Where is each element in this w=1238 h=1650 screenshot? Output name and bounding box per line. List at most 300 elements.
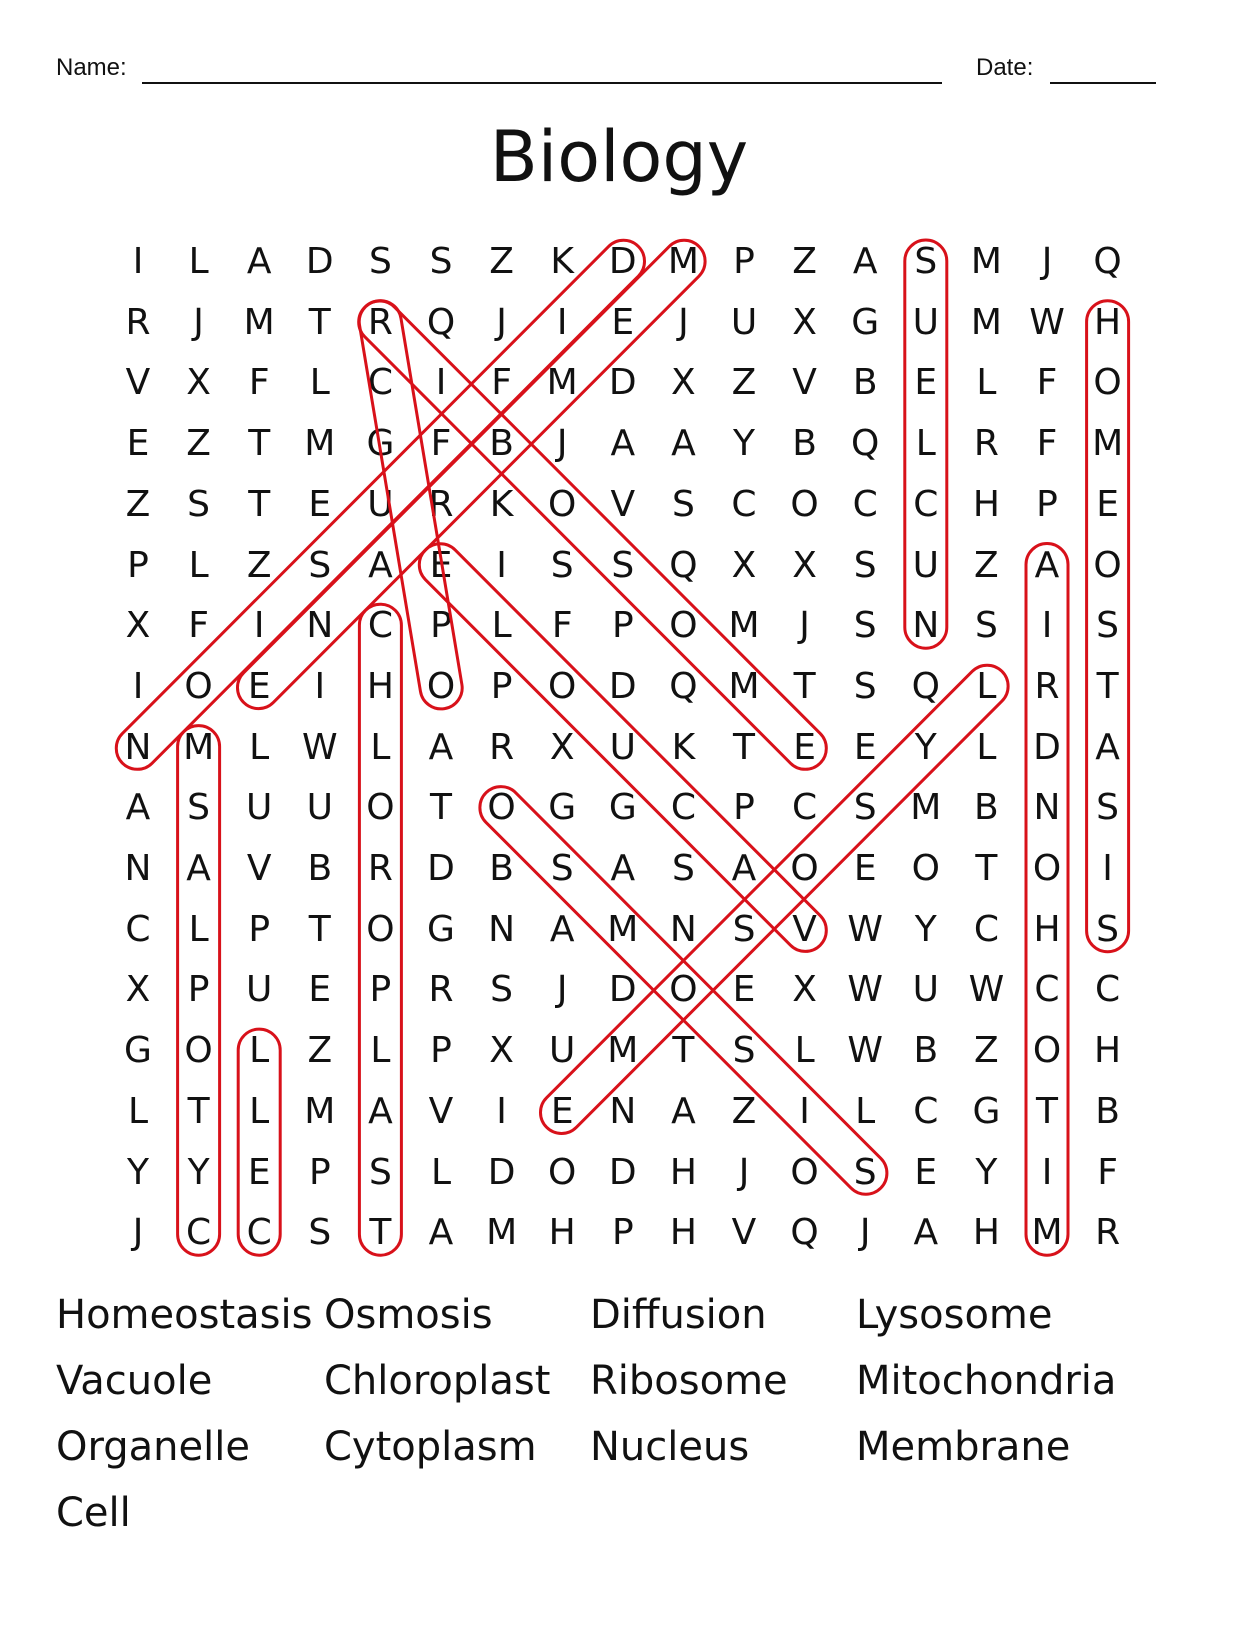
grid-letter: O (548, 1151, 577, 1193)
grid-letter: B (852, 362, 878, 404)
grid-letter: U (912, 301, 939, 343)
grid-letter: Z (246, 544, 272, 586)
grid-letter: A (368, 544, 393, 586)
grid-letter: C (731, 483, 757, 525)
grid-letter: H (972, 1212, 1000, 1254)
grid-letter: T (308, 908, 331, 950)
grid-letter: E (429, 544, 453, 586)
grid-letter: C (367, 362, 393, 404)
grid-letter: X (792, 544, 817, 586)
grid-letter: Q (669, 665, 698, 707)
grid-letter: N (912, 605, 940, 647)
grid-letter: Z (307, 1030, 333, 1072)
grid-letter: V (792, 908, 817, 950)
word-bank-item: Cytoplasm (324, 1424, 537, 1470)
grid-letter: W (847, 908, 883, 950)
grid-letter: J (1041, 241, 1053, 282)
grid-letter: U (549, 1030, 576, 1072)
grid-letter: W (847, 969, 883, 1011)
word-bank-item: Vacuole (56, 1358, 213, 1404)
grid-letter: A (368, 1090, 393, 1132)
grid-letter: B (307, 848, 333, 889)
grid-letter: Q (790, 1212, 819, 1254)
grid-letter: T (733, 726, 755, 768)
grid-letter: H (1094, 1030, 1122, 1072)
grid-letter: S (308, 544, 332, 586)
grid-letter: E (853, 848, 877, 889)
grid-letter: R (367, 848, 393, 889)
grid-letter: R (428, 969, 454, 1011)
grid-letter: B (489, 423, 514, 465)
grid-letter: H (1033, 908, 1061, 950)
grid-letter: E (793, 726, 816, 768)
grid-letter: A (913, 1212, 939, 1254)
grid-letter: H (366, 665, 394, 707)
word-bank-item: Organelle (56, 1424, 250, 1470)
grid-letter: I (556, 301, 568, 343)
page-title: Biology (489, 116, 749, 198)
grid-letter: L (976, 726, 997, 768)
grid-letter: M (728, 665, 760, 707)
grid-letter: M (607, 1030, 639, 1072)
grid-letter: L (370, 1030, 391, 1072)
grid-letter: Z (125, 483, 151, 525)
grid-letter: E (914, 362, 938, 404)
grid-letter: M (728, 605, 760, 647)
grid-letter: M (607, 908, 639, 950)
grid-letter: S (853, 1151, 877, 1193)
word-bank-item: Membrane (856, 1424, 1071, 1470)
grid-letter: D (305, 241, 334, 282)
grid-letter: U (367, 483, 394, 525)
grid-letter: E (853, 726, 877, 768)
word-bank-item: Cell (56, 1490, 131, 1536)
grid-letter: C (913, 1090, 939, 1132)
grid-letter: J (738, 1151, 750, 1193)
grid-letter: D (608, 969, 637, 1011)
grid-letter: B (974, 787, 999, 829)
grid-letter: I (1041, 605, 1053, 647)
grid-letter: H (669, 1212, 697, 1254)
grid-letter: Z (731, 362, 757, 404)
grid-letter: S (187, 787, 211, 829)
word-bank-item: Mitochondria (856, 1358, 1117, 1404)
grid-letter: S (914, 241, 938, 282)
grid-letter: F (430, 423, 452, 465)
grid-letter: M (486, 1212, 518, 1254)
grid-letter: X (731, 544, 757, 586)
grid-letter: C (1095, 969, 1121, 1011)
grid-letter: O (790, 1151, 819, 1193)
grid-letter: R (1095, 1212, 1121, 1254)
grid-letter: T (793, 665, 816, 707)
grid-letter: G (608, 787, 637, 829)
grid-letter: L (309, 362, 330, 404)
grid-letter: S (1096, 787, 1120, 829)
grid-letter: O (426, 665, 456, 707)
grid-letter: P (187, 969, 210, 1011)
grid-letter: C (913, 483, 939, 525)
grid-letter: M (304, 423, 336, 465)
grid-letter: T (308, 301, 331, 343)
grid-letter: V (731, 1212, 757, 1254)
grid-letter: E (126, 423, 150, 465)
grid-letter: U (246, 969, 273, 1011)
grid-letter: W (968, 969, 1005, 1011)
grid-letter: J (556, 969, 568, 1011)
grid-letter: N (306, 605, 334, 647)
grid-letter: O (184, 1030, 213, 1072)
grid-letter: D (608, 665, 637, 707)
grid-letter: O (548, 483, 577, 525)
grid-letter: D (608, 362, 637, 404)
grid-letter: Y (733, 423, 755, 465)
grid-letter: A (610, 848, 636, 889)
grid-letter: R (125, 301, 151, 343)
grid-letter: S (550, 544, 574, 586)
word-bank-item: Nucleus (590, 1424, 750, 1470)
grid-letter: O (548, 665, 577, 707)
grid-letter: I (496, 544, 507, 586)
grid-letter: D (1033, 726, 1061, 768)
grid-letter: J (859, 1212, 871, 1254)
grid-letter: C (670, 787, 696, 829)
grid-letter: P (430, 605, 452, 647)
grid-letter: B (913, 1030, 939, 1072)
grid-letter: X (186, 362, 211, 404)
grid-letter: O (184, 665, 213, 707)
grid-letter: O (790, 483, 819, 525)
grid-letter: D (427, 848, 455, 889)
grid-letter: L (249, 1030, 270, 1072)
grid-letter: J (132, 1212, 144, 1254)
grid-letter: O (487, 787, 516, 829)
grid-letter: S (1096, 605, 1120, 647)
grid-letter: T (1036, 1090, 1058, 1132)
grid-letter: I (314, 665, 326, 707)
grid-letter: Y (914, 908, 937, 950)
grid-letter: P (733, 241, 755, 282)
grid-letter: P (248, 908, 271, 950)
grid-letter: K (671, 726, 696, 768)
grid-letter: G (427, 908, 455, 950)
grid-letter: J (193, 301, 204, 343)
grid-letter: L (249, 726, 270, 768)
grid-letter: L (491, 605, 512, 647)
grid-letter: Q (669, 544, 698, 586)
grid-letter: F (1097, 1151, 1118, 1193)
grid-letter: H (1094, 301, 1122, 343)
grid-letter: E (611, 301, 635, 343)
grid-letter: U (306, 787, 333, 829)
grid-letter: C (1034, 969, 1060, 1011)
grid-letter: W (847, 1030, 883, 1072)
word-bank-item: Ribosome (590, 1358, 788, 1404)
grid-letter: X (489, 1030, 514, 1072)
grid-letter: S (368, 241, 392, 282)
grid-letter: P (308, 1151, 331, 1193)
grid-letter: R (367, 301, 393, 343)
grid-letter: J (556, 423, 568, 465)
grid-letter: F (491, 362, 512, 404)
word-bank-item: Lysosome (856, 1292, 1053, 1338)
grid-letter: G (851, 301, 880, 343)
grid-letter: Z (792, 241, 817, 282)
grid-letter: R (428, 483, 454, 525)
grid-letter: L (188, 241, 209, 282)
grid-letter: V (428, 1090, 454, 1132)
grid-letter: S (429, 241, 453, 282)
grid-letter: J (678, 301, 689, 343)
grid-letter: Z (974, 1030, 999, 1072)
grid-letter: O (911, 848, 940, 889)
grid-letter: S (853, 787, 877, 829)
grid-letter: L (855, 1090, 876, 1132)
grid-letter: R (973, 423, 999, 465)
grid-letter: T (975, 848, 998, 889)
grid-letter: W (301, 726, 338, 768)
grid-letter: S (853, 544, 877, 586)
grid-letter: S (1096, 908, 1120, 950)
grid-letter: A (428, 726, 454, 768)
grid-letter: J (799, 605, 810, 647)
grid-letter: E (732, 969, 756, 1011)
word-bank-item: Homeostasis (56, 1292, 313, 1338)
grid-letter: M (667, 241, 699, 282)
grid-letter: E (247, 665, 271, 707)
grid-letter: N (1033, 787, 1061, 829)
grid-letter: P (733, 787, 755, 829)
grid-letter: A (610, 423, 636, 465)
grid-letter: X (792, 301, 817, 343)
grid-letter: I (132, 665, 144, 707)
grid-letter: M (970, 301, 1002, 343)
grid-letter: L (976, 362, 997, 404)
grid-letter: M (1092, 423, 1124, 465)
grid-letter: N (124, 848, 152, 889)
grid-letter: I (253, 605, 265, 647)
grid-letter: J (496, 301, 507, 343)
grid-letter: C (852, 483, 878, 525)
grid-letter: H (548, 1212, 576, 1254)
grid-letter: H (669, 1151, 697, 1193)
grid-letter: K (489, 483, 514, 525)
grid-letter: P (369, 969, 392, 1011)
grid-letter: Y (975, 1151, 998, 1193)
grid-letter: S (308, 1212, 332, 1254)
grid-letter: M (910, 787, 942, 829)
grid-letter: P (1036, 483, 1058, 525)
grid-letter: T (430, 787, 452, 829)
grid-letter: T (1096, 665, 1119, 707)
grid-letter: Q (851, 423, 880, 465)
grid-letter: D (487, 1151, 516, 1193)
grid-letter: U (609, 726, 636, 768)
grid-letter: N (124, 726, 152, 768)
grid-letter: O (1093, 362, 1122, 404)
grid-letter: S (853, 605, 877, 647)
grid-letter: O (1032, 1030, 1062, 1072)
grid-letter: W (1029, 301, 1065, 343)
grid-letter: F (551, 605, 573, 647)
grid-letter: D (608, 241, 637, 282)
grid-letter: P (430, 1030, 452, 1072)
grid-letter: Y (914, 726, 937, 768)
grid-letter: T (248, 483, 271, 525)
grid-letter: T (248, 423, 271, 465)
grid-letter: V (125, 362, 151, 404)
grid-letter: A (186, 848, 211, 889)
grid-letter: N (669, 908, 697, 950)
grid-letter: N (488, 908, 516, 950)
grid-letter: C (367, 605, 393, 647)
grid-letter: V (246, 848, 272, 889)
grid-letter: A (852, 241, 878, 282)
grid-letter: B (792, 423, 817, 465)
grid-letter: S (732, 908, 756, 950)
grid-letter: A (1034, 544, 1060, 586)
grid-letter: K (550, 241, 574, 282)
grid-letter: A (671, 1090, 696, 1132)
grid-letter: L (188, 544, 209, 586)
grid-letter: U (730, 301, 758, 343)
grid-letter: Y (127, 1151, 149, 1193)
grid-letter: S (853, 665, 877, 707)
word-bank-item: Diffusion (590, 1292, 767, 1338)
grid-letter: Z (731, 1090, 757, 1132)
grid-letter: L (127, 1090, 149, 1132)
grid-letter: B (489, 848, 514, 889)
grid-letter: T (369, 1212, 392, 1254)
grid-letter: T (187, 1090, 210, 1132)
grid-letter: L (370, 726, 391, 768)
grid-letter: L (188, 908, 209, 950)
grid-letter: L (794, 1030, 815, 1072)
grid-letter: A (246, 241, 272, 282)
grid-letter: S (490, 969, 514, 1011)
grid-letter: O (790, 848, 819, 889)
grid-letter: I (496, 1090, 507, 1132)
grid-letter: E (550, 1090, 574, 1132)
grid-letter: Z (489, 241, 514, 282)
grid-letter: I (1041, 1151, 1053, 1193)
grid-letter: S (732, 1030, 756, 1072)
grid-letter: R (1034, 665, 1060, 707)
grid-letter: A (731, 848, 757, 889)
grid-letter: C (973, 908, 999, 950)
grid-letter: M (546, 362, 578, 404)
grid-letter: I (132, 241, 144, 282)
grid-letter: C (792, 787, 818, 829)
grid-letter: A (549, 908, 575, 950)
grid-letter: U (246, 787, 273, 829)
grid-letter: I (435, 362, 447, 404)
grid-letter: Q (426, 301, 456, 343)
grid-letter: M (1031, 1212, 1063, 1254)
grid-letter: M (304, 1090, 336, 1132)
grid-letter: L (430, 1151, 452, 1193)
grid-letter: S (368, 1151, 392, 1193)
grid-letter: G (548, 787, 577, 829)
grid-letter: Z (186, 423, 211, 465)
grid-letter: M (183, 726, 215, 768)
grid-letter: E (1096, 483, 1119, 525)
grid-letter: A (125, 787, 151, 829)
word-bank-item: Osmosis (324, 1292, 493, 1338)
grid-letter: I (1102, 848, 1113, 889)
grid-letter: L (249, 1090, 270, 1132)
grid-letter: O (366, 908, 395, 950)
grid-letter: A (428, 1212, 454, 1254)
grid-letter: P (611, 605, 634, 647)
grid-letter: T (672, 1030, 695, 1072)
grid-letter: S (550, 848, 574, 889)
name-label: Name: (56, 54, 127, 81)
grid-letter: A (671, 423, 696, 465)
grid-letter: P (490, 665, 513, 707)
grid-letter: D (608, 1151, 637, 1193)
grid-letter: M (970, 241, 1002, 282)
grid-letter: Q (911, 665, 940, 707)
grid-letter: V (792, 362, 817, 404)
grid-letter: U (912, 969, 939, 1011)
grid-letter: O (1032, 848, 1062, 889)
grid-letter: E (914, 1151, 938, 1193)
grid-letter: O (1093, 544, 1122, 586)
grid-letter: G (972, 1090, 1001, 1132)
grid-letter: S (671, 848, 695, 889)
grid-letter: L (976, 665, 997, 707)
grid-letter: I (799, 1090, 810, 1132)
grid-letter: E (308, 483, 332, 525)
grid-letter: P (127, 544, 149, 586)
grid-letter: G (124, 1030, 152, 1072)
grid-letter: E (308, 969, 332, 1011)
grid-letter: O (366, 787, 395, 829)
grid-letter: S (611, 544, 635, 586)
grid-letter: A (1095, 726, 1120, 768)
grid-letter: N (609, 1090, 637, 1132)
grid-letter: C (246, 1212, 272, 1254)
grid-letter: H (972, 483, 1000, 525)
grid-letter: U (912, 544, 939, 586)
grid-letter: S (974, 605, 998, 647)
grid-letter: O (669, 969, 698, 1011)
grid-letter: F (248, 362, 270, 404)
grid-letter: S (671, 483, 695, 525)
grid-letter: X (125, 969, 151, 1011)
grid-letter: X (549, 726, 575, 768)
grid-letter: P (611, 1212, 634, 1254)
grid-letter: F (188, 605, 209, 647)
grid-letter: R (489, 726, 515, 768)
grid-letter: F (1036, 362, 1058, 404)
grid-letter: X (125, 605, 151, 647)
grid-letter: O (669, 605, 698, 647)
grid-letter: V (610, 483, 636, 525)
grid-letter: Y (187, 1151, 210, 1193)
grid-letter: B (1095, 1090, 1120, 1132)
grid-letter: F (1036, 423, 1058, 465)
grid-letter: Q (1093, 241, 1122, 282)
grid-letter: E (247, 1151, 271, 1193)
grid-letter: G (366, 423, 395, 465)
grid-letter: M (243, 301, 275, 343)
grid-letter: X (792, 969, 817, 1011)
grid-letter: C (186, 1212, 212, 1254)
grid-letter: S (187, 483, 211, 525)
grid-letter: L (915, 423, 936, 465)
